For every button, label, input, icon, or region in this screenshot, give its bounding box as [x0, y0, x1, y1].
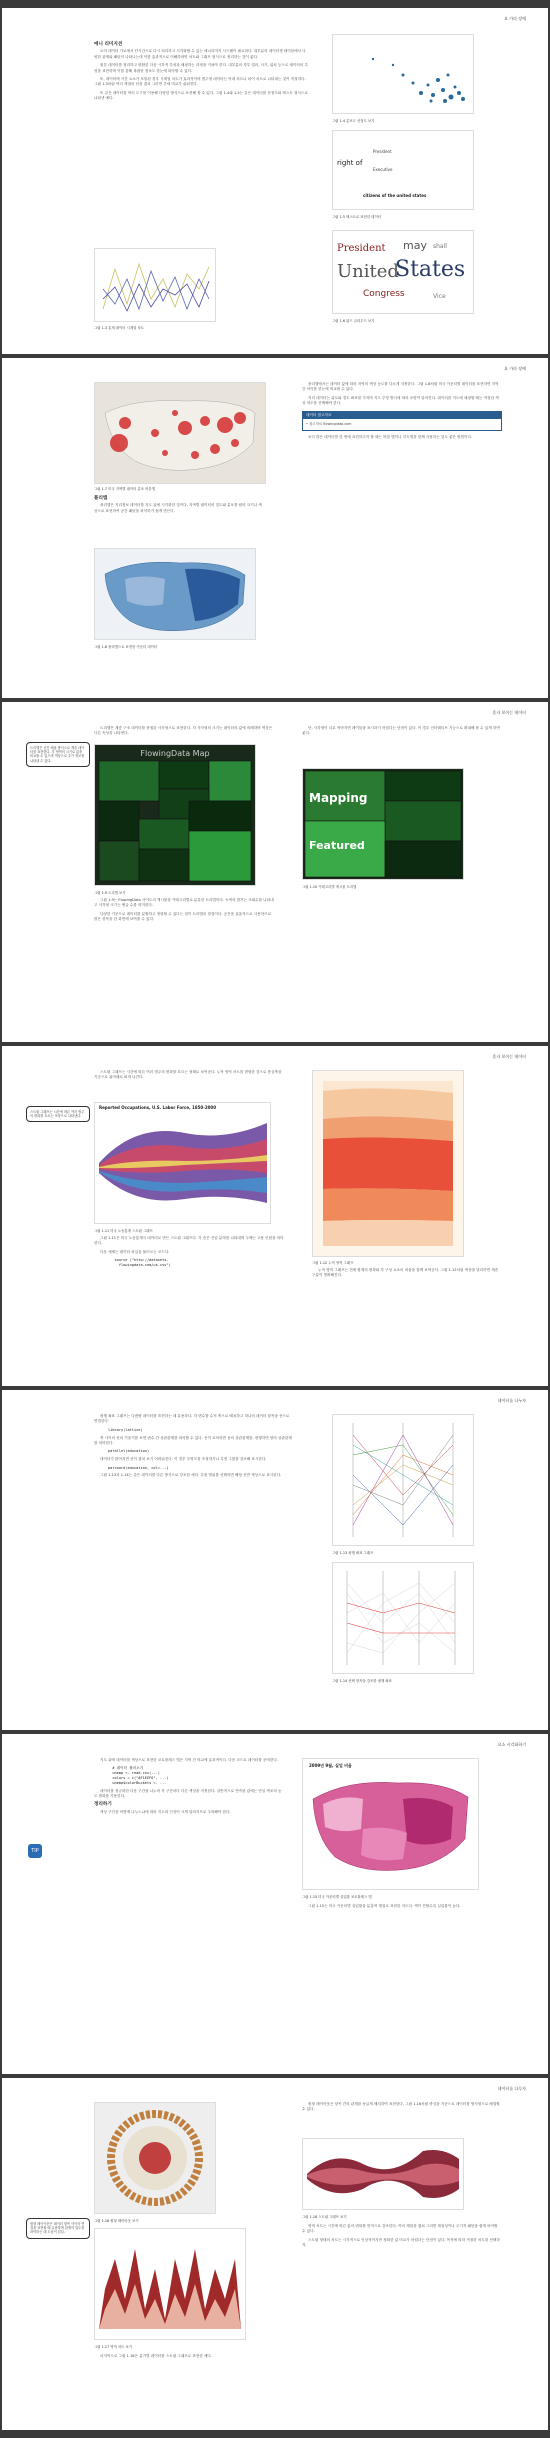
figure-caption: 그림 1.16 원형 레이아웃 보기	[94, 2219, 139, 2223]
figure-streamgraph	[94, 1102, 271, 1224]
figure-caption: 그림 1.10 카테고리별 게시물 트리맵	[302, 885, 357, 889]
paragraph: 그림 1.11은 미국 노동통계국 데이터로 만든 스트림 그래프다. 각 층은 산업 분야를 나타내며 두께는 고용 인원을 의미한다.	[94, 1236, 284, 1246]
figure-parallel-highlight	[332, 1562, 474, 1674]
text-column	[312, 1268, 502, 1282]
figure-caption: 그림 1.8 플리맵으로 표현한 카운티 데이터	[94, 645, 158, 649]
stacked-area-image	[313, 1071, 463, 1256]
word-cloud-word: may	[403, 239, 427, 252]
code-block: source ("http://datasets. flowingdata.com/us.csv")	[114, 1258, 171, 1268]
treemap-label: Mapping	[309, 791, 368, 805]
text-column	[94, 898, 274, 926]
paragraph: 지도 위에 데이터를 색상으로 표현한 코로플레스 맵은 지역 간 비교에 효과적이다. 다음 코드로 데이터를 준비한다.	[100, 1758, 278, 1762]
figure-caption: 그림 1.15 미국 카운티별 실업률 코로플레스 맵	[302, 1895, 372, 1899]
paragraph: 보다 많은 데이터를 한 번에 표현하고자 할 때는 버블 맵이나 히트맵을 함께 사용하는 것도 좋은 방법이다.	[308, 435, 473, 440]
paragraph: 다양한 기준으로 데이터를 분할하고 정렬할 수 있다는 점이 트리맵의 장점이다. 공간을 효율적으로 사용하므로 많은 항목을 한 화면에 보여줄 수 있다.	[94, 911, 272, 922]
book-page-3	[2, 702, 548, 1042]
streamgraph-2-image	[303, 2139, 463, 2209]
side-note: 스트림 그래프는 시간에 따른 여러 범주의 변화를 흐르는 모양으로 나타낸다.	[26, 1106, 90, 1122]
figure-bubble-map	[94, 382, 266, 484]
paragraph: 다음 예제는 데이터 파일을 불러오는 코드다.	[100, 1249, 170, 1254]
figure-area-chart	[94, 2228, 246, 2340]
word-cloud-word: States	[395, 257, 466, 282]
text-fig-item: Executive	[373, 167, 393, 172]
paragraph: 데이터가 많아지면 선이 겹쳐 보기 어려워진다. 이 경우 투명도를 조절하거나 특정 그룹을 강조해 표시한다.	[100, 1457, 267, 1462]
text-column	[94, 494, 264, 517]
paragraph: 데이터를 정규화한 다음 구간을 나누어 각 구간마다 다른 색상을 지정한다. 일반적으로 연속된 값에는 단일 색조의 농도 변화를 사용한다.	[94, 1788, 282, 1798]
figure-caption: 그림 1.5 텍스트로 표현한 데이터	[332, 215, 382, 219]
paragraph: 스트림 형태의 차트는 시각적으로 인상적이지만 정확한 값 비교가 어렵다는 단점이 있다. 목적에 따라 적절한 차트를 선택하자.	[302, 2237, 500, 2248]
book-page-6	[2, 1734, 548, 2074]
figure-line-chart	[94, 248, 216, 322]
figure-circular-layout	[94, 2102, 216, 2214]
page-header	[24, 1398, 526, 1404]
paragraph: 평행 좌표 그래프는 다변량 데이터를 표현하는 데 유용하다. 각 변수를 수직 축으로 배치하고 하나의 데이터 항목을 선으로 연결한다.	[94, 1414, 290, 1424]
treemap-label: Featured	[309, 839, 365, 852]
figure-text-visualization	[332, 130, 474, 210]
book-page-4	[2, 1046, 548, 1386]
figure-caption: 그림 1.7 미국 지역별 데이터 분포 버블맵	[94, 487, 155, 491]
page-header	[24, 710, 526, 716]
code-block: # 데이터 불러오기 unemp <- read.csv(...) colors = c("#F1EEF6", ...) unemp$colorBuckets <- ...	[112, 1766, 169, 1785]
book-page-7	[2, 2078, 548, 2430]
paragraph: 트리맵은 계층 구조 데이터를 중첩된 사각형으로 표현한다. 각 사각형의 크기는 데이터의 값에 비례하며 색상은 다른 속성을 나타낸다.	[94, 726, 273, 736]
figure-scatter	[332, 34, 474, 114]
circular-layout-image	[95, 2103, 215, 2213]
choropleth-map-image	[95, 549, 255, 639]
text-column	[302, 2102, 502, 2116]
paragraph: 스트림 그래프는 시간에 따른 여러 범주의 변화를 흐르는 형태로 보여준다. 누적 영역 차트를 변형한 것으로 중심축을 기준으로 위아래로 퍼져 나간다.	[94, 1070, 282, 1080]
page-right-label: 혼자 보이는 데이터	[492, 1054, 526, 1059]
page-right-label: 혼자 보이는 데이터	[492, 710, 526, 715]
page-right-label: 요 가라 장애	[504, 366, 526, 371]
treemap-title: FlowingData Map	[140, 749, 210, 758]
choropleth-unemployment-image	[303, 1759, 478, 1889]
page-header	[24, 1054, 526, 1060]
paragraph: 또 같은 데이터를 여러 도구를 이용해 다양한 방식으로 표현해 볼 수 있다. 그림 1.4와 1.5는 같은 데이터를 산점도와 텍스트 형식으로 나타낸 예다.	[94, 90, 308, 101]
text-fig-item: right of	[337, 159, 363, 167]
paragraph: 원본 데이터를 정리하고 변환한 다음 시각적 특성과 매핑하는 과정을 거쳐야 한다. 대부분의 경우 컬러, 크기, 위치 등으로 데이터의 특성을 표현하며 이를 통해 복잡한 정보도 한눈에 파악할 수 있다.	[94, 63, 308, 73]
paragraph: 플리맵은 지리정보 데이터를 지도 위에 시각화한 것이다. 지역별 데이터의 밀도와 분포를 원의 크기나 색상으로 표현하여 공간 패턴을 파악하기 쉽게 만든다.	[94, 503, 262, 513]
side-note: 트리맵은 공간 채움 방식으로 계층 데이터를 표현한다. 각 영역의 크기로 값을 비교할 수 있으며 색상으로 추가 정보를 나타낼 수 있다.	[26, 742, 90, 767]
paragraph: 그림 1.15는 미국 카운티별 실업률을 분홍색 계열로 표현한 지도다. 색이 진할수록 실업률이 높다.	[308, 1904, 461, 1908]
text-column	[94, 2354, 274, 2362]
paragraph: 마지막으로 그림 1.18은 분기별 데이터를 스트림 그래프로 표현한 예다.	[100, 2354, 213, 2358]
page-header	[24, 366, 526, 372]
code-block: parallel(education)	[108, 1449, 150, 1454]
figure-choropleth-unemployment	[302, 1758, 479, 1890]
parallel-coordinates-image	[333, 1415, 473, 1545]
word-cloud-word: Vice	[433, 293, 446, 300]
figure-choropleth-map	[94, 548, 256, 640]
text-column	[302, 2224, 502, 2252]
text-column	[94, 726, 274, 740]
chart-title: Reported Occupations, U.S. Labor Force, 1850-2000	[99, 1105, 216, 1110]
word-cloud-word: shall	[433, 243, 447, 250]
info-box-title: 데이터 참고자료	[303, 412, 501, 419]
figure-caption: 그림 1.18 스트림 그래프 보기	[302, 2215, 347, 2219]
parallel-highlight-image	[333, 1563, 473, 1673]
figure-caption: 그림 1.12 누적 영역 그래프	[312, 1261, 354, 1265]
page-header	[24, 16, 526, 22]
word-cloud-word: United	[337, 261, 399, 282]
text-column	[94, 1070, 284, 1084]
tip-icon: TIP	[28, 1844, 42, 1858]
text-column	[94, 40, 309, 105]
figure-caption: 그림 1.14 선택 항목을 강조한 평행 좌표	[332, 1679, 392, 1683]
section-heading: 정리하기	[94, 1802, 112, 1808]
line-chart-image	[95, 249, 215, 321]
text-fig-item: President	[373, 149, 392, 154]
paragraph: 그림 1.9는 FlowingData 사이트의 게시물을 카테고리별로 분류한 트리맵이다. 녹색의 밝기는 조회수를 나타내고 사각형 크기는 댓글 수를 의미한다.	[94, 898, 274, 908]
book-page-5	[2, 1390, 548, 1730]
figure-caption: 그림 1.6 워드 클라우드 보기	[332, 319, 375, 323]
text-column	[94, 1236, 284, 1271]
side-note: 원형 레이아웃은 데이터 항목 사이의 연결을 표현할 때 유용하며 관계의 밀도를 파악하는 데 도움이 된다.	[26, 2218, 90, 2239]
figure-caption: 그림 1.4 분포도 산점도 보기	[332, 119, 375, 123]
treemap-2-image	[303, 769, 463, 879]
figure-treemap	[94, 744, 256, 886]
paragraph: 누적 영역 그래프는 전체 합계의 변화와 각 구성 요소의 비율을 함께 보여준다. 그림 1.12처럼 색상을 달리하면 계층 구분이 명확해진다.	[312, 1268, 499, 1278]
code-block: library(lattice)	[108, 1427, 143, 1432]
paragraph: 로어 데이터 가로에서 단기간으로 다시 처리하고 시각화할 수 있는 에너리미지 시스템이 필요하다. 대부분의 데이터셋 테이블에서 다양한 관계와 패턴이 나타나는데 이를 효과적으로 이해하려면 차트와 그래프 형식으로 정리하는 것이 좋다.	[94, 49, 306, 59]
text-column	[302, 726, 502, 740]
page-right-label: 요소 시각화하기	[497, 1742, 526, 1747]
figure-caption: 그림 1.9 트리맵 보기	[94, 891, 126, 895]
paragraph: 원형 레이아웃은 항목 간의 관계를 둥글게 배치하여 표현한다. 그림 1.16처럼 중심을 기준으로 데이터를 방사형으로 배열할 수 있다.	[302, 2102, 500, 2112]
text-column	[94, 1414, 294, 1482]
figure-caption: 그림 1.11 미국 노동통계 스트림 그래프	[94, 1229, 153, 1233]
text-column	[94, 1758, 284, 1818]
paragraph: 축 사이의 선의 기울기를 보면 변수 간 상관관계를 파악할 수 있다. 선이 교차하면 음의 상관관계를, 평행하면 양의 상관관계를 의미한다.	[94, 1435, 292, 1446]
bubble-map-image	[95, 383, 265, 483]
figure-caption: 그림 1.13 평행 좌표 그래프	[332, 1551, 374, 1555]
figure-caption: 그림 1.17 영역 차트 보기	[94, 2345, 133, 2349]
text-column	[302, 382, 502, 444]
code-block: parcoord(education, col=...)	[108, 1465, 169, 1470]
treemap-image	[95, 745, 255, 885]
section-heading: 플리맵	[94, 496, 108, 501]
text-fig-item: citizens of the united states	[363, 193, 427, 198]
paragraph: 지리 데이터는 위도와 경도 좌표를 가지며 지도 투영 방식에 따라 모양이 달라진다. 데이터를 지도에 매핑할 때는 적절한 색상 척도를 선택해야 한다.	[302, 395, 499, 406]
info-box-body: • 참고자료 flowingdata.com	[306, 422, 352, 427]
figure-stacked-area	[312, 1070, 464, 1257]
page-right-label: 데이터를 나누자	[497, 1398, 526, 1403]
paragraph: 영역 차트는 시간에 따른 값의 변화를 면적으로 강조한다. 여러 계열을 겹쳐 그리면 계절성이나 주기적 패턴을 쉽게 파악할 수 있다.	[302, 2224, 498, 2234]
word-cloud-word: President	[337, 243, 386, 254]
figure-caption: 그림 1.3 통계 데이터 시계열 차트	[94, 326, 145, 330]
paragraph: 플리맵에서는 데이터 값에 따라 지역의 색상 농도를 다르게 지정한다. 그림 1.8처럼 미국 카운티별 데이터를 표현하면 지역 간 차이를 한눈에 비교할 수 있다.	[302, 382, 499, 392]
section-heading: 에니 리미지션	[94, 42, 123, 47]
figure-parallel-coordinates	[332, 1414, 474, 1546]
info-box	[302, 411, 502, 432]
paragraph: 또, 데이터에 시간 요소가 포함된 경우 시계열 차트가 효과적이며 범주형 데이터는 막대 차트나 파이 차트로 나타내는 것이 적절하다. 그림 1.3처럼 여러 계열의 선을 겹쳐 그리면 추세 비교가 쉬워진다.	[94, 77, 306, 87]
paragraph: 단, 사각형이 너무 작아지면 레이블을 표시하기 어렵다는 단점이 있다. 이 경우 인터랙티브 기능으로 확대해 볼 수 있게 하면 좋다.	[302, 726, 500, 736]
figure-treemap-2	[302, 768, 464, 880]
book-page-1	[2, 8, 548, 354]
map-title: 2009년 9월, 실업 비율	[309, 1763, 352, 1768]
streamgraph-image	[95, 1103, 270, 1223]
page-header	[24, 1742, 526, 1748]
page-right-label: 요 가라 장애	[504, 16, 526, 21]
page-header	[24, 2086, 526, 2092]
book-page-2	[2, 358, 548, 698]
figure-streamgraph-2	[302, 2138, 464, 2210]
figure-word-cloud	[332, 230, 474, 314]
paragraph: 색상 구간을 어떻게 나누느냐에 따라 지도의 인상이 크게 달라지므로 주의해야 한다.	[100, 1809, 231, 1814]
paragraph: 그림 1.13과 1.14는 같은 데이터를 다른 방식으로 강조한 예다. 특정 범위를 선택하면 해당 선만 색상으로 표시된다.	[100, 1473, 282, 1478]
word-cloud-word: Congress	[363, 289, 405, 299]
scatter-image	[333, 35, 473, 113]
area-chart-image	[95, 2229, 245, 2339]
page-right-label: 데이터를 다루자	[497, 2086, 526, 2091]
text-column	[302, 1904, 502, 1912]
